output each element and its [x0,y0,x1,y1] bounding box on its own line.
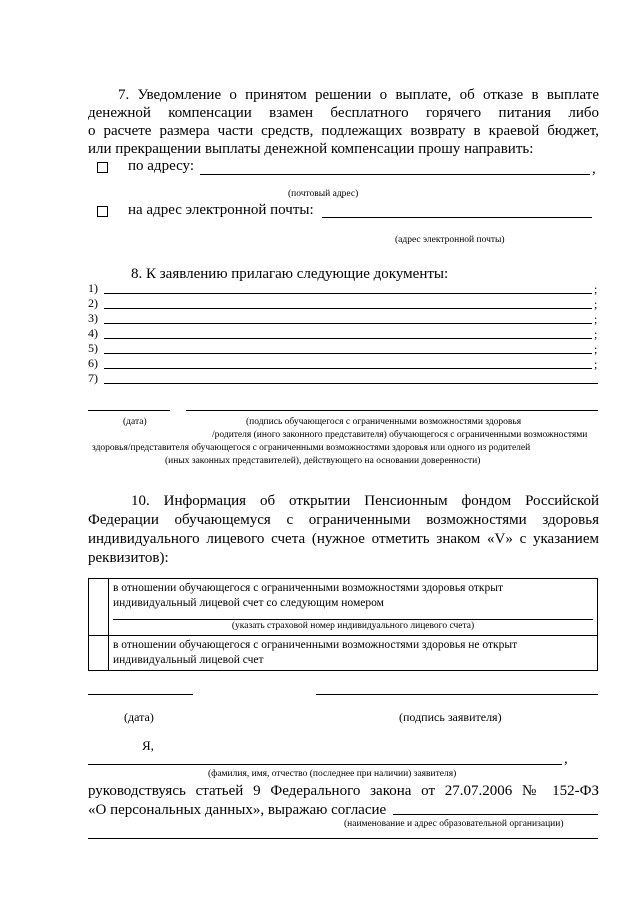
postal-option-label: по адресу: [128,158,195,174]
section7-line3: о расчете размера части средств, подлежащих возврату в краевой бюджет, [88,123,599,139]
fio-comma: , [564,751,568,767]
postal-address-field[interactable] [200,174,590,175]
section8-signature-caption: (подпись обучающегося с ограниченными возможностями здоровья [246,417,522,427]
list-item-number: 2) [88,296,98,310]
list-item-number: 5) [88,341,98,355]
document-line-1[interactable] [104,293,592,294]
applicant-fio-field[interactable] [88,764,562,765]
section10-line2: Федерации обучающемуся с ограниченными возможностями здоровья [88,512,599,528]
document-line-7[interactable] [104,383,598,384]
list-separator: ; [594,357,598,371]
list-separator: ; [594,342,598,356]
list-item-number: 3) [88,311,98,325]
section7-line4: или прекращении выплаты денежной компенсации прошу направить: [88,141,534,157]
applicant-signature-field[interactable] [316,694,598,695]
no-account-mark-cell[interactable] [89,636,109,671]
document-line-6[interactable] [104,368,592,369]
section10-date-field[interactable] [88,694,193,695]
list-separator: ; [594,282,598,296]
org-caption: (наименование и адрес образовательной организации) [344,819,564,829]
account-options-table [88,578,598,671]
section7-line1: 7. Уведомление о принятом решении о выплате, об отказе в выплате [118,87,599,103]
fio-caption: (фамилия, имя, отчество (последнее при наличии) заявителя) [208,769,457,779]
section8-signature-caption: /родителя (иного законного представителя) обучающегося с ограниченными возможностями [212,430,588,440]
list-separator: ; [594,297,598,311]
list-item-number: 4) [88,326,98,340]
section10-line3: индивидуального лицевого счета (нужное отметить знаком «V» с указанием [88,531,599,547]
postal-caption: (почтовый адрес) [288,189,359,199]
document-line-3[interactable] [104,323,592,324]
section8-signature-field[interactable] [186,410,598,411]
section7-line2: денежной компенсации взамен бесплатного горячего питания либо [88,105,599,121]
postal-checkbox[interactable] [97,162,108,173]
consent-line1: руководствуясь статьей 9 Федерального закона от 27.07.2006 № 152-ФЗ [88,783,599,799]
section8-signature-caption: здоровья/представителя обучающегося с ограниченными возможностями здоровья или одного из родителей [92,443,531,453]
section8-signature-caption: (иных законных представителей), действующего на основании доверенности) [165,456,481,466]
list-item-number: 6) [88,356,98,370]
section8-date-caption: (дата) [123,417,147,427]
postal-comma: , [592,161,596,177]
document-line-5[interactable] [104,353,592,354]
document-line-2[interactable] [104,308,592,309]
email-address-field[interactable] [322,217,592,218]
section8-heading: 8. К заявлению прилагаю следующие документы: [131,266,449,282]
applicant-signature-caption: (подпись заявителя) [399,710,502,724]
section10-line4: реквизитов): [88,550,169,566]
list-item-number: 1) [88,281,98,295]
list-separator: ; [594,312,598,326]
open-account-option: в отношении обучающегося с ограниченными возможностями здоровья открыт индивидуальный лицевой счет со следующим номером (указать страховой номер индивидуального лицевого счета) [109,579,598,636]
organization-field-part2[interactable] [88,838,598,839]
consent-ya: Я, [142,738,154,753]
email-option-label: на адрес электронной почты: [128,202,314,218]
email-caption: (адрес электронной почты) [395,235,505,245]
consent-line2: «О персональных данных», выражаю согласие [88,802,387,818]
account-number-caption: (указать страховой номер индивидуального лицевого счета) [231,621,475,631]
organization-field-part1[interactable] [393,814,598,815]
section10-date-caption: (дата) [124,710,154,724]
list-item-number: 7) [88,371,98,385]
open-account-mark-cell[interactable] [89,579,109,636]
email-checkbox[interactable] [97,206,108,217]
list-separator: ; [594,327,598,341]
section10-line1: 10. Информация об открытии Пенсионным фондом Российской [131,493,599,509]
section8-date-field[interactable] [88,410,170,411]
no-account-option: в отношении обучающегося с ограниченными возможностями здоровья не открыт индивидуальный лицевой счет [109,636,598,671]
document-line-4[interactable] [104,338,592,339]
